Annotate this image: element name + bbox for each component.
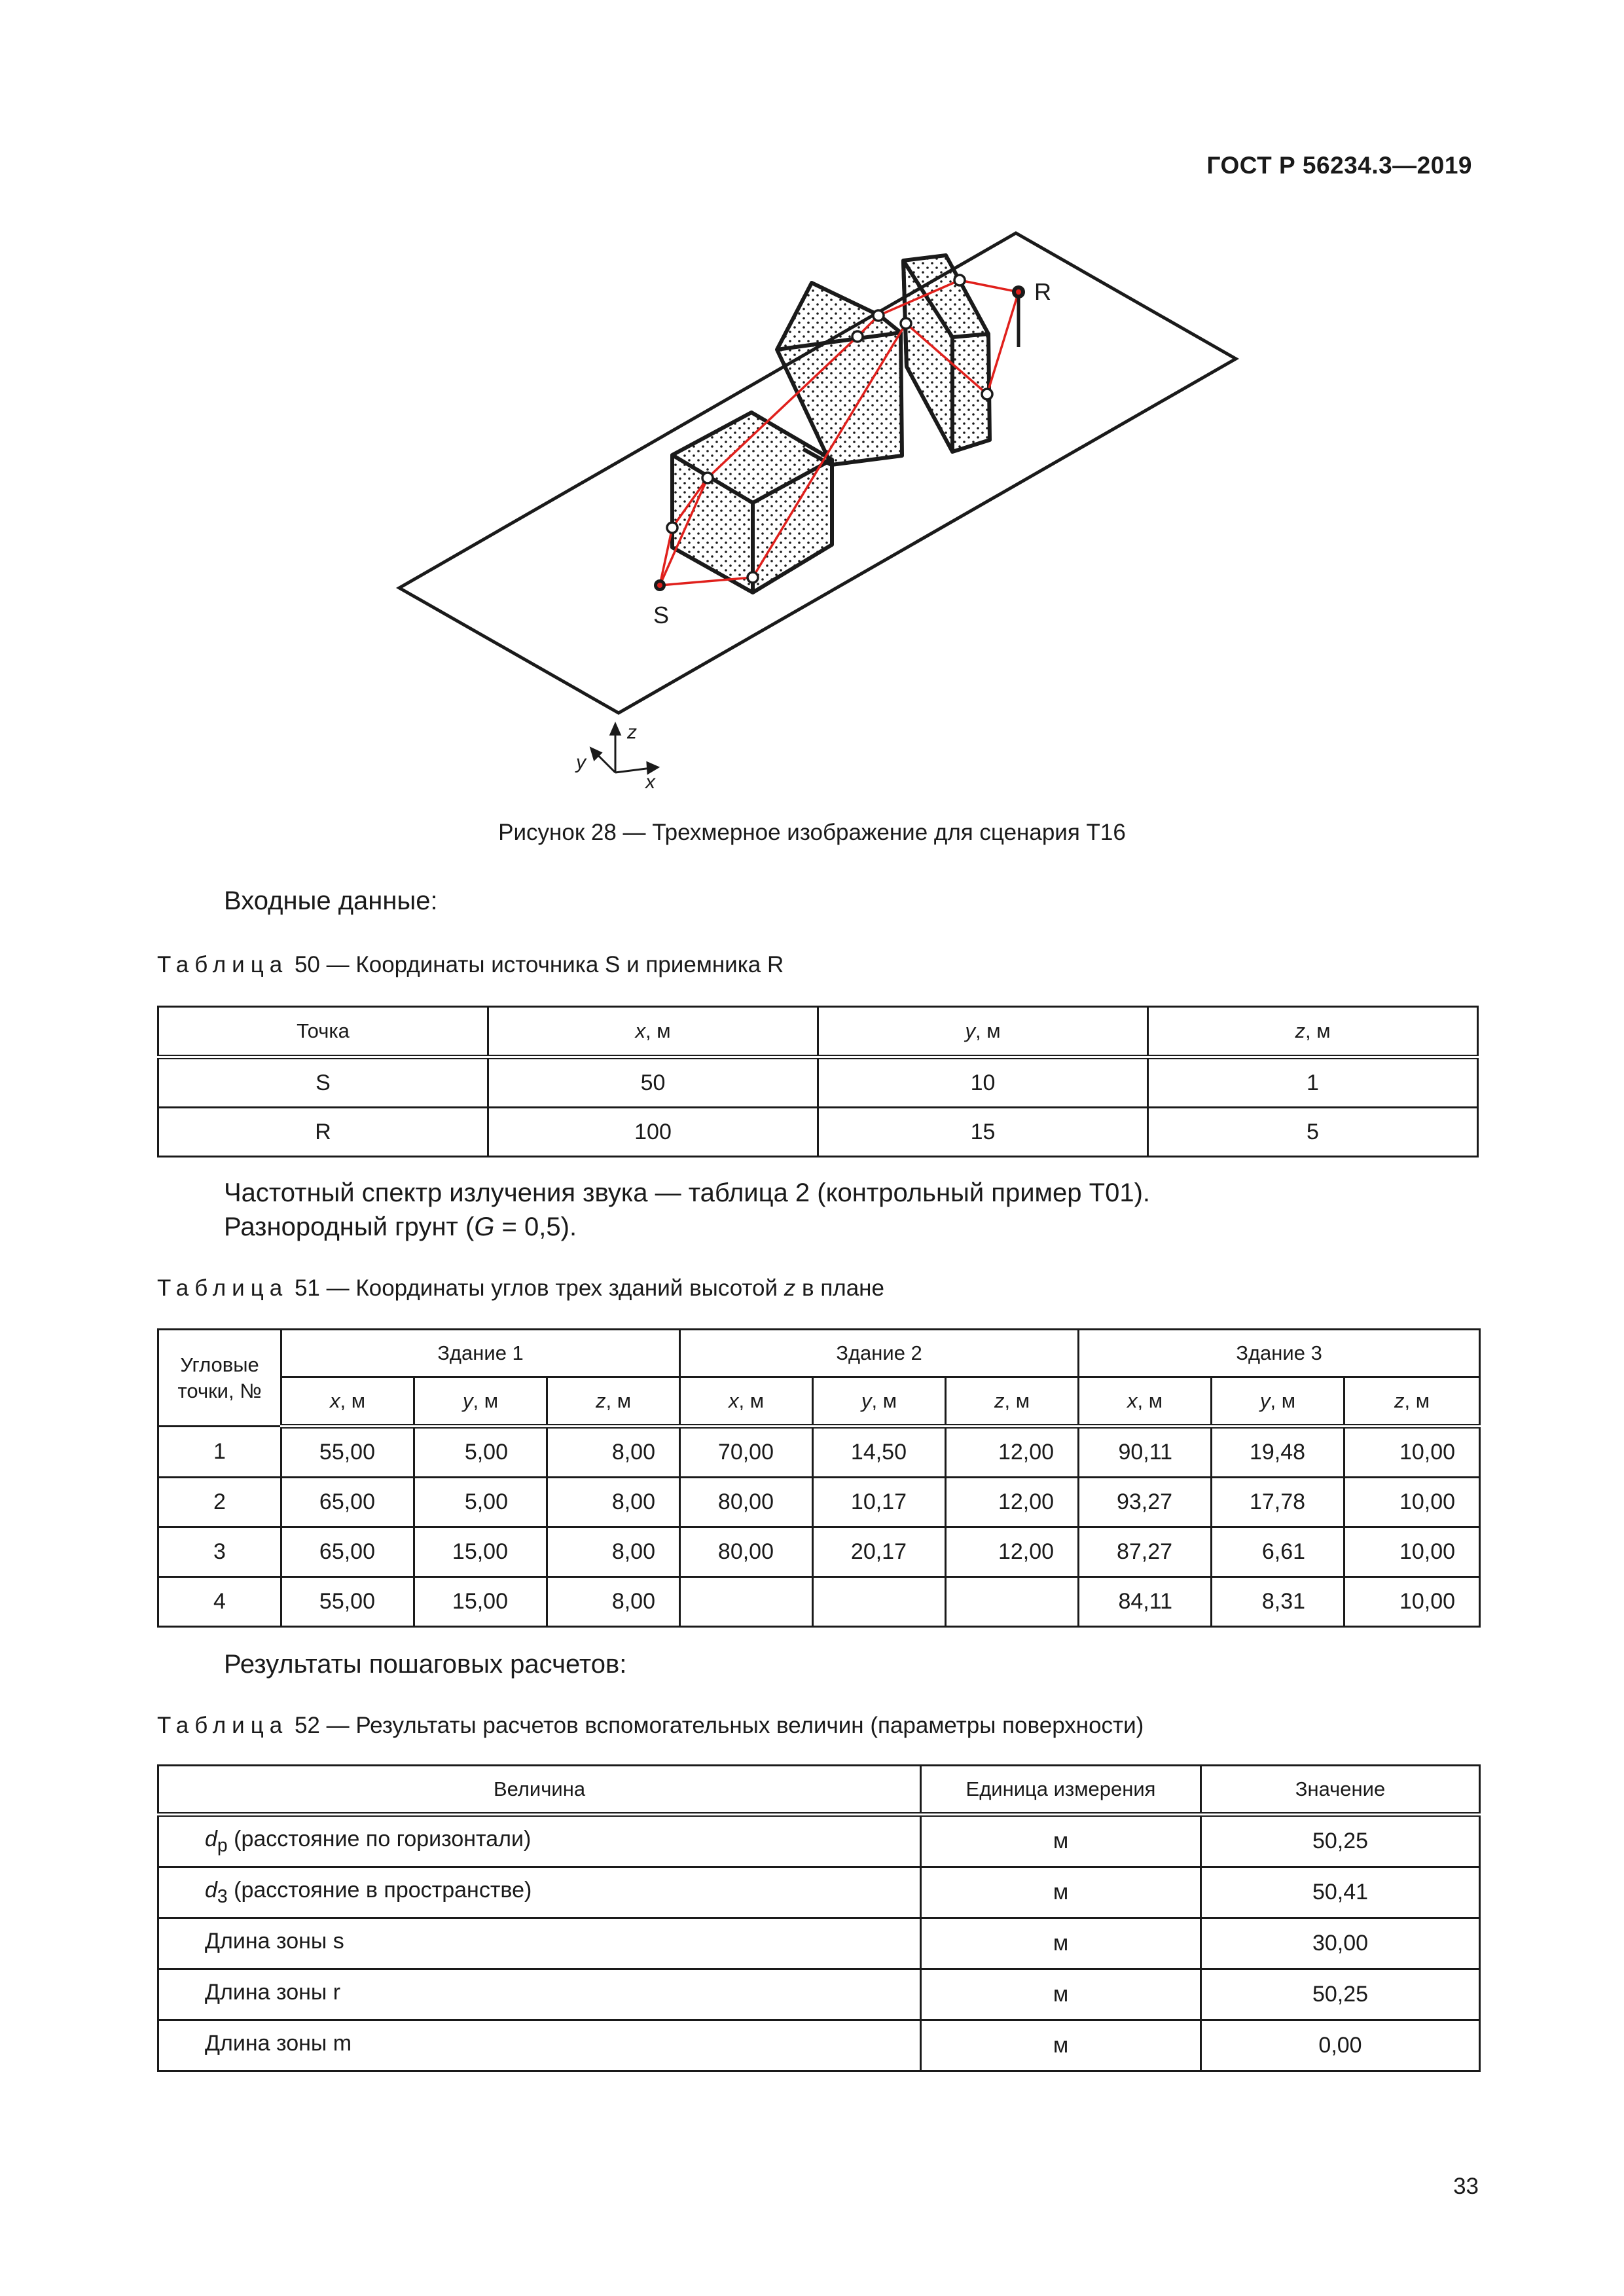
table-row: Длина зоны s м 30,00 bbox=[158, 1918, 1480, 1969]
figure-3d-scene bbox=[380, 216, 1283, 805]
table-row: S 50 10 1 bbox=[158, 1057, 1478, 1108]
table-50-caption bbox=[157, 952, 784, 978]
table-51-header-building-1: Здание 1 bbox=[281, 1330, 680, 1377]
axis-x-label: x bbox=[645, 771, 655, 793]
document-standard-header: ГОСТ Р 56234.3—2019 bbox=[1206, 152, 1472, 179]
axis-y-label: y bbox=[576, 752, 586, 773]
paragraph-ground: Разнородный грунт (G = 0,5). bbox=[224, 1212, 577, 1241]
table-row: R 100 15 5 bbox=[158, 1108, 1478, 1157]
table-52-header-unit: Единица измерения bbox=[921, 1766, 1201, 1815]
table-52-label: Таблица bbox=[157, 1713, 289, 1738]
table-50-header-y: y, м bbox=[818, 1007, 1148, 1057]
table-52-caption bbox=[157, 1713, 1144, 1739]
figure-caption: Рисунок 28 — Трехмерное изображение для сценария T16 bbox=[498, 820, 1126, 845]
table-51-header-building-2: Здание 2 bbox=[680, 1330, 1079, 1377]
table-row: 2 65,00 5,00 8,00 80,00 10,17 12,00 93,27 17,78 10,00 bbox=[158, 1478, 1480, 1527]
table-row: Длина зоны r м 50,25 bbox=[158, 1969, 1480, 2020]
table-50-header-x: x, м bbox=[488, 1007, 818, 1057]
page-number: 33 bbox=[1453, 2174, 1479, 2199]
table-52-title: 52 — Результаты расчетов вспомогательных величин (параметры поверхности) bbox=[294, 1713, 1144, 1738]
table-50-coordinates bbox=[157, 1006, 1479, 1157]
table-row: Длина зоны m м 0,00 bbox=[158, 2020, 1480, 2071]
table-51-label: Таблица bbox=[157, 1275, 289, 1301]
table-51-caption: Таблица 51 — Координаты углов трех зданий высотой z в плане bbox=[157, 1275, 884, 1301]
paragraph-spectrum: Частотный спектр излучения звука — таблица 2 (контрольный пример T01). bbox=[224, 1178, 1150, 1207]
table-52-results bbox=[157, 1764, 1481, 2072]
table-52-header-quantity: Величина bbox=[158, 1766, 921, 1815]
axis-z-label: z bbox=[627, 721, 637, 743]
table-50-header-point: Точка bbox=[158, 1007, 488, 1057]
table-50-header-z: z, м bbox=[1148, 1007, 1478, 1057]
axes-indicator bbox=[591, 724, 658, 773]
input-data-heading: Входные данные: bbox=[224, 886, 438, 915]
receiver-label: R bbox=[1034, 278, 1051, 305]
table-row: 4 55,00 15,00 8,00 84,11 8,31 10,00 bbox=[158, 1577, 1480, 1627]
table-50-label: Таблица bbox=[157, 952, 289, 977]
table-51-header-building-3: Здание 3 bbox=[1079, 1330, 1480, 1377]
table-row: 3 65,00 15,00 8,00 80,00 20,17 12,00 87,27 6,61 10,00 bbox=[158, 1527, 1480, 1577]
table-51-building-corners: Угловые точки, № Здание 1 Здание 2 Здание 3 x, м y, м z, м x, м y, м z, м x, м y, м z, м 1 55,00 5,00 8,00 70,00 14,50 12,00 90,11 19,48 10,00 2 65,00 5,00 8,00 80,00 10,17 12,00 93,27 17,78 10,00 3 65,00 15,00 8,00 80,00 20,17 12,00 87,27 6,61 10,00 4 55,00 15,00 8,00 84,11 8,31 10,00 bbox=[157, 1328, 1481, 1628]
table-51-header-corner: Угловые точки, № bbox=[158, 1330, 281, 1427]
table-row: 1 55,00 5,00 8,00 70,00 14,50 12,00 90,11 19,48 10,00 bbox=[158, 1427, 1480, 1478]
table-52-header-value: Значение bbox=[1201, 1766, 1480, 1815]
table-row: $d_p$ (расстояние по горизонтали) м 50,25 bbox=[158, 1815, 1480, 1867]
table-50-title: 50 — Координаты источника S и приемника R bbox=[294, 952, 784, 977]
source-label: S bbox=[653, 602, 670, 629]
results-heading: Результаты пошаговых расчетов: bbox=[224, 1650, 627, 1679]
table-row: $d_3$ (расстояние в пространстве) м 50,41 bbox=[158, 1867, 1480, 1918]
